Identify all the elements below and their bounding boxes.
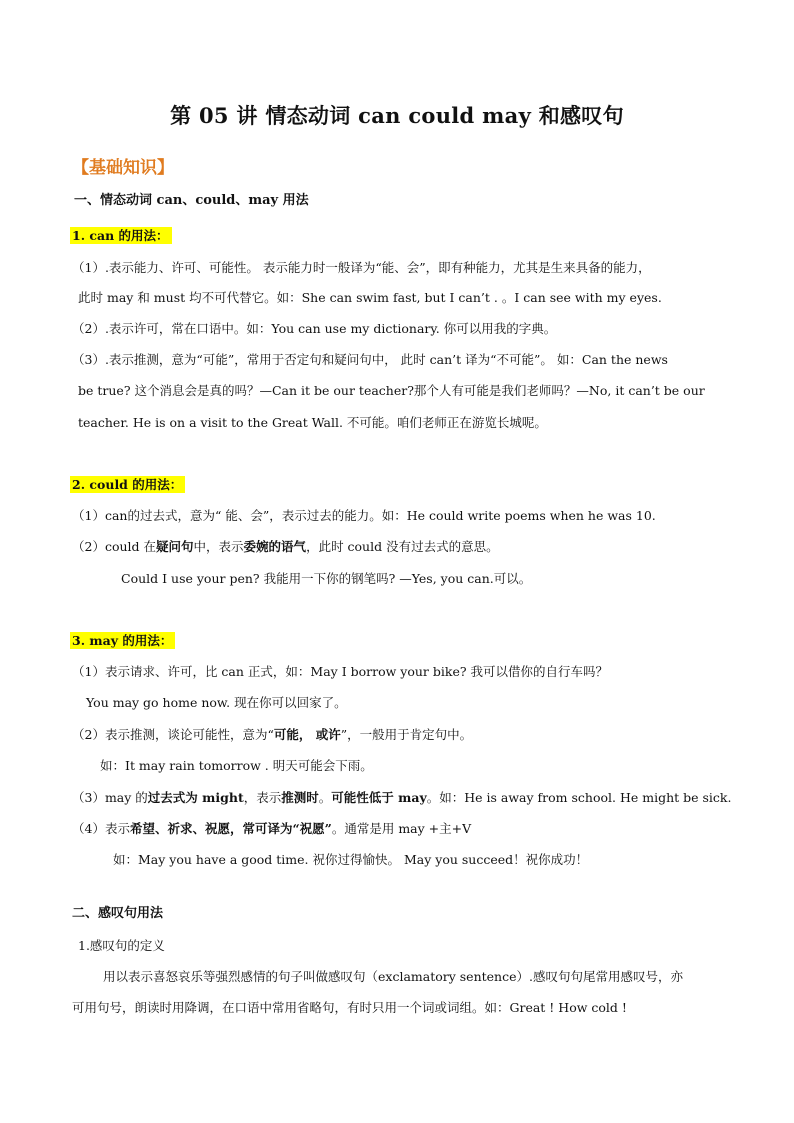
may-line-6-b: 希望、祈求、祝愿，常可译为“祝愿” bbox=[129, 821, 332, 836]
can-line-4: （3）.表示推测，意为“可能”，常用于否定句和疑问句中， 此时 can’t 译为“不可能”。 如：Can the news bbox=[72, 352, 668, 367]
can-line-6: teacher. He is on a visit to the Great Wall. 不可能。咱们老师正在游览长城呢。 bbox=[78, 415, 547, 430]
may-line-6 bbox=[72, 821, 471, 837]
may-line-3-a: （2）表示推测，谈论可能性，意为“ bbox=[72, 727, 274, 742]
may-line-3-c: ”，一般用于肯定句中。 bbox=[340, 727, 473, 742]
page-title: 第 05 讲 情态动词 can could may 和感叹句 bbox=[170, 103, 624, 128]
could-heading: 2. could 的用法： bbox=[70, 476, 185, 493]
could-line-3: Could I use your pen? 我能用一下你的钢笔吗? —Yes, you can.可以。 bbox=[121, 571, 532, 586]
part1-heading: 一、情态动词 can、could、may 用法 bbox=[74, 193, 309, 208]
may-line-5-a: （3）may 的 bbox=[72, 790, 148, 805]
could-line-2-a: （2）could 在 bbox=[72, 539, 157, 554]
may-line-7: 如：May you have a good time. 祝你过得愉快。 May you succeed！祝你成功！ bbox=[113, 852, 589, 867]
may-heading: 3. may 的用法： bbox=[70, 632, 175, 649]
may-line-5-g: 。如：He is away from school. He might be sick. bbox=[426, 790, 732, 805]
part2-line-1: 用以表示喜怒哀乐等强烈感情的句子叫做感叹句（exclamatory sentence）.感叹句句尾常用感叹号，亦 bbox=[103, 969, 683, 984]
may-line-5-e: 。 bbox=[318, 790, 332, 805]
may-line-4: 如：It may rain tomorrow . 明天可能会下雨。 bbox=[100, 758, 373, 773]
may-line-5-d: 推测时 bbox=[281, 790, 319, 805]
section-tag: 【基础知识】 bbox=[72, 158, 174, 178]
may-line-5-c: ，表示 bbox=[243, 790, 282, 805]
may-line-2: You may go home now. 现在你可以回家了。 bbox=[86, 695, 347, 710]
may-line-6-c: 。通常是用 may +主+V bbox=[331, 821, 472, 836]
can-line-5: be true? 这个消息会是真的吗？—Can it be our teacher?那个人有可能是我们老师吗？—No, it can’t be our bbox=[78, 383, 705, 398]
could-heading-row bbox=[70, 477, 185, 493]
could-line-2-d: 委婉的语气 bbox=[243, 539, 307, 554]
can-line-3: （2）.表示许可，常在口语中。如：You can use my dictionary. 你可以用我的字典。 bbox=[72, 321, 557, 336]
can-heading-row bbox=[70, 228, 172, 244]
could-line-2-c: 中，表示 bbox=[193, 539, 244, 554]
could-line-2 bbox=[72, 539, 499, 555]
may-line-5 bbox=[72, 790, 731, 806]
may-line-6-a: （4）表示 bbox=[72, 821, 130, 836]
can-line-1: （1）.表示能力、许可、可能性。 表示能力时一般译为“能、会”，即有种能力，尤其是生来具备的能力， bbox=[72, 260, 651, 275]
may-line-3 bbox=[72, 727, 472, 743]
part2-heading: 二、感叹句用法 bbox=[72, 906, 164, 921]
part2-line-2: 可用句号，朗读时用降调，在口语中常用省略句，有时只用一个词或词组。如：Great ! How cold ! bbox=[72, 1000, 627, 1015]
could-line-2-b: 疑问句 bbox=[156, 539, 194, 554]
may-line-5-f: 可能性低于 may bbox=[331, 790, 427, 805]
may-line-3-b: 可能， 或许 bbox=[273, 727, 341, 742]
can-heading: 1. can 的用法： bbox=[70, 227, 172, 244]
may-heading-row bbox=[70, 633, 175, 649]
could-line-2-e: ，此时 could 没有过去式的意思。 bbox=[306, 539, 499, 554]
could-line-1: （1）can的过去式，意为“ 能、会”，表示过去的能力。如：He could write poems when he was 10. bbox=[72, 508, 656, 523]
may-line-5-b: 过去式为 might bbox=[147, 790, 244, 805]
part2-subheading: 1.感叹句的定义 bbox=[78, 938, 165, 953]
may-line-1: （1）表示请求、许可，比 can 正式，如：May I borrow your bike? 我可以借你的自行车吗？ bbox=[72, 664, 609, 679]
can-line-2: 此时 may 和 must 均不可代替它。如：She can swim fast, but I can’t . 。I can see with my eyes. bbox=[78, 290, 662, 305]
